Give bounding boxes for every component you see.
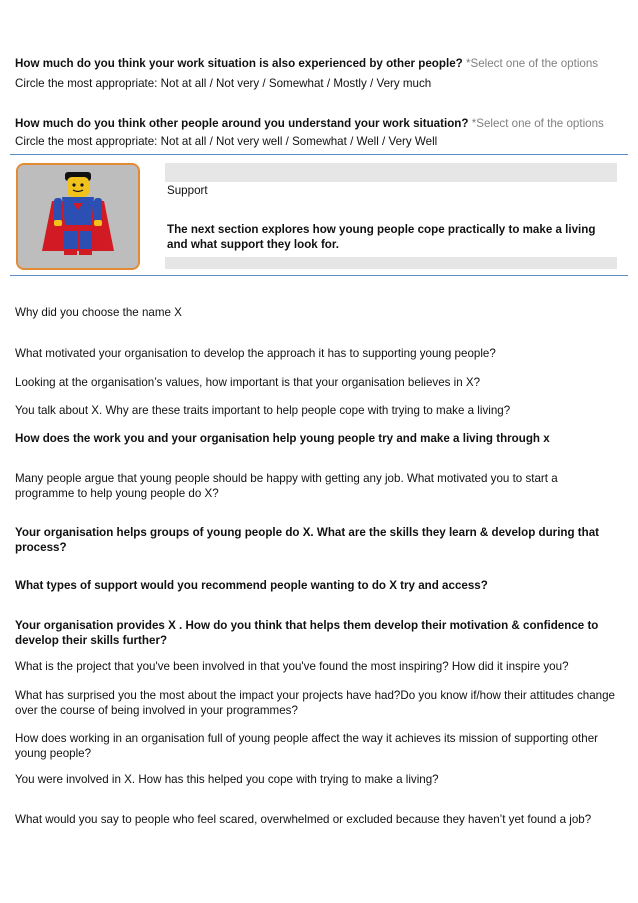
question-item: You were involved in X. How has this helped you cope with trying to make a living? xyxy=(15,773,439,786)
question-experienced-by-others: How much do you think your work situation is also experienced by other people? *Select one of the options xyxy=(15,57,599,70)
question-understood-by-others: How much do you think other people around you understand your work situation? *Select one of the options xyxy=(15,117,604,130)
section-divider xyxy=(10,275,628,276)
section-band-top xyxy=(165,163,617,182)
question-item: Your organisation provides X . How do you think that helps them develop their motivation & confidence to develop their skills further? xyxy=(15,619,599,647)
question-item: What has surprised you the most about the impact your projects have had?Do you know if/how their attitudes change over the course of being involved in your programmes? xyxy=(15,689,615,717)
question-item: Your organisation helps groups of young people do X. What are the skills they learn & develop during that process? xyxy=(15,526,600,554)
question-item: Looking at the organisation’s values, how important is that your organisation believes in X? xyxy=(15,376,481,389)
select-hint: *Select one of the options xyxy=(471,117,604,130)
question-item: Many people argue that young people should be happy with getting any job. What motivated you to start a programme to help young people do X? xyxy=(15,472,558,500)
superhero-figure-icon xyxy=(16,163,140,270)
question-item: You talk about X. Why are these traits important to help people cope with trying to make a living? xyxy=(15,404,511,417)
answer-options: Circle the most appropriate: Not at all / Not very well / Somewhat / Well / Very Well xyxy=(15,135,438,148)
answer-options: Circle the most appropriate: Not at all / Not very / Somewhat / Mostly / Very much xyxy=(15,77,432,90)
section-description: The next section explores how young people cope practically to make a living and what support they look for. xyxy=(167,223,596,251)
question-item: What types of support would you recommend people wanting to do X try and access? xyxy=(15,579,488,592)
section-divider xyxy=(10,154,628,155)
question-item: How does working in an organisation full of young people affect the way it achieves its mission of supporting other young people? xyxy=(15,732,599,760)
question-item: Why did you choose the name X xyxy=(15,306,182,319)
question-item: What motivated your organisation to develop the approach it has to supporting young people? xyxy=(15,347,496,360)
section-band-bottom xyxy=(165,257,617,269)
question-item: What would you say to people who feel scared, overwhelmed or excluded because they haven’t yet found a job? xyxy=(15,813,592,826)
section-title: Support xyxy=(167,184,208,197)
select-hint: *Select one of the options xyxy=(465,57,599,70)
question-item: How does the work you and your organisation help young people try and make a living through x xyxy=(15,432,550,445)
question-item: What is the project that you've been involved in that you've found the most inspiring? How did it inspire you? xyxy=(15,660,569,673)
